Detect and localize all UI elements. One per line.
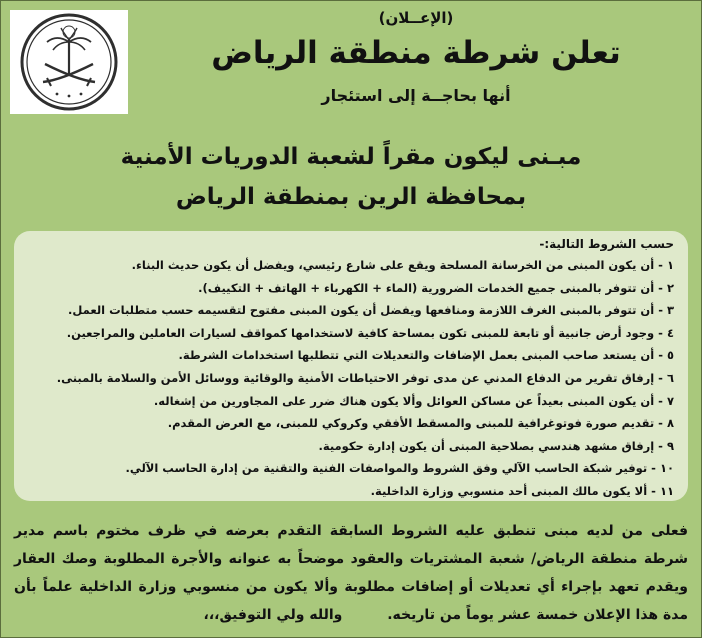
- organization-title: تعلن شرطة منطقة الرياض: [211, 35, 621, 71]
- condition-item: ١١ - ألا يكون مالك المبنى أحد منسوبي وزارة الداخلية.: [370, 483, 674, 498]
- condition-item: ٨ - تقديم صورة فوتوغرافية للمبنى والمسقط الأفقي وكروكي للمبنى، مع العرض المقدم.: [167, 416, 674, 431]
- closing-text: فعلى من لديه مبنى تنطبق عليه الشروط السابقة التقدم بعرضه في ظرف مختوم باسم مدير شرطة منطقة الرياض/ شعبة المشتريات والعقود موضحاً به عنوانه والأجرة المطلوبة وصك العقار ويقدم تعهد بإجراء أي تعديلات أو إضافات مطلوبة وألا يكون من منسوبي وزارة الداخلية علماً بأن مدة هذا الإعلان خمسة عشر يوماً من تاريخه.: [14, 523, 688, 623]
- conditions-title: حسب الشروط التالية:-: [539, 237, 674, 251]
- intro-line: أنها بحاجــة إلى استئجار: [321, 86, 511, 105]
- condition-item: ٧ - أن يكون المبنى بعيداً عن مساكن العوائل وألا يكون هناك ضرر على المجاورين من إشغاله.: [153, 393, 674, 408]
- condition-item: ٦ - إرفاق تقرير من الدفاع المدني عن مدى توفر الاحتياطات الأمنية والوقائية ووسائل الأمن والسلامة بالمبنى.: [56, 370, 674, 385]
- sign-off: والله ولي التوفيق،،،: [203, 607, 343, 623]
- condition-item: ٣ - أن تتوفر بالمبنى الغرف اللازمة ومنافعها ويفضل أن يكون المبنى مفتوح لتقسيمه حسب متطلبات العمل.: [67, 303, 674, 318]
- subject-line-2: بمحافظة الرين بمنطقة الرياض: [175, 184, 527, 210]
- emblem-seal: [10, 10, 128, 114]
- condition-item: ١٠ - توفير شبكة الحاسب الآلي وفق الشروط والمواصفات الفنية والتقنية من إدارة الحاسب الآلي.: [125, 461, 674, 476]
- header: [141, 7, 691, 109]
- closing-paragraph: [14, 517, 688, 629]
- conditions-panel: [14, 231, 688, 501]
- subject: [11, 137, 691, 217]
- condition-item: ١ - أن يكون المبنى من الخرسانة المسلحة ويقع على شارع رئيسي، ويفضل أن يكون حديث البناء.: [131, 258, 674, 272]
- subject-line-1: مبـنى ليكون مقراً لشعبة الدوريات الأمنية: [120, 144, 582, 170]
- condition-item: ٤ - وجود أرض جانبية أو تابعة للمبنى تكون بمساحة كافية لاستخدامها كمواقف لسيارات العاملين والمراجعين.: [66, 325, 674, 340]
- condition-item: ٩ - إرفاق مشهد هندسي بصلاحية المبنى أن يكون إدارة حكومية.: [318, 438, 674, 453]
- saudi-emblem-palm-swords-icon: [17, 12, 121, 112]
- condition-item: ٢ - أن تتوفر بالمبنى جميع الخدمات الضرورية (الماء + الكهرباء + الهاتف + التكييف).: [198, 280, 674, 295]
- condition-item: ٥ - أن يستعد صاحب المبنى بعمل الإضافات والتعديلات التي تتطلبها استخدامات الشرطة.: [178, 348, 674, 363]
- announcement-label: (الإعــلان): [378, 9, 454, 27]
